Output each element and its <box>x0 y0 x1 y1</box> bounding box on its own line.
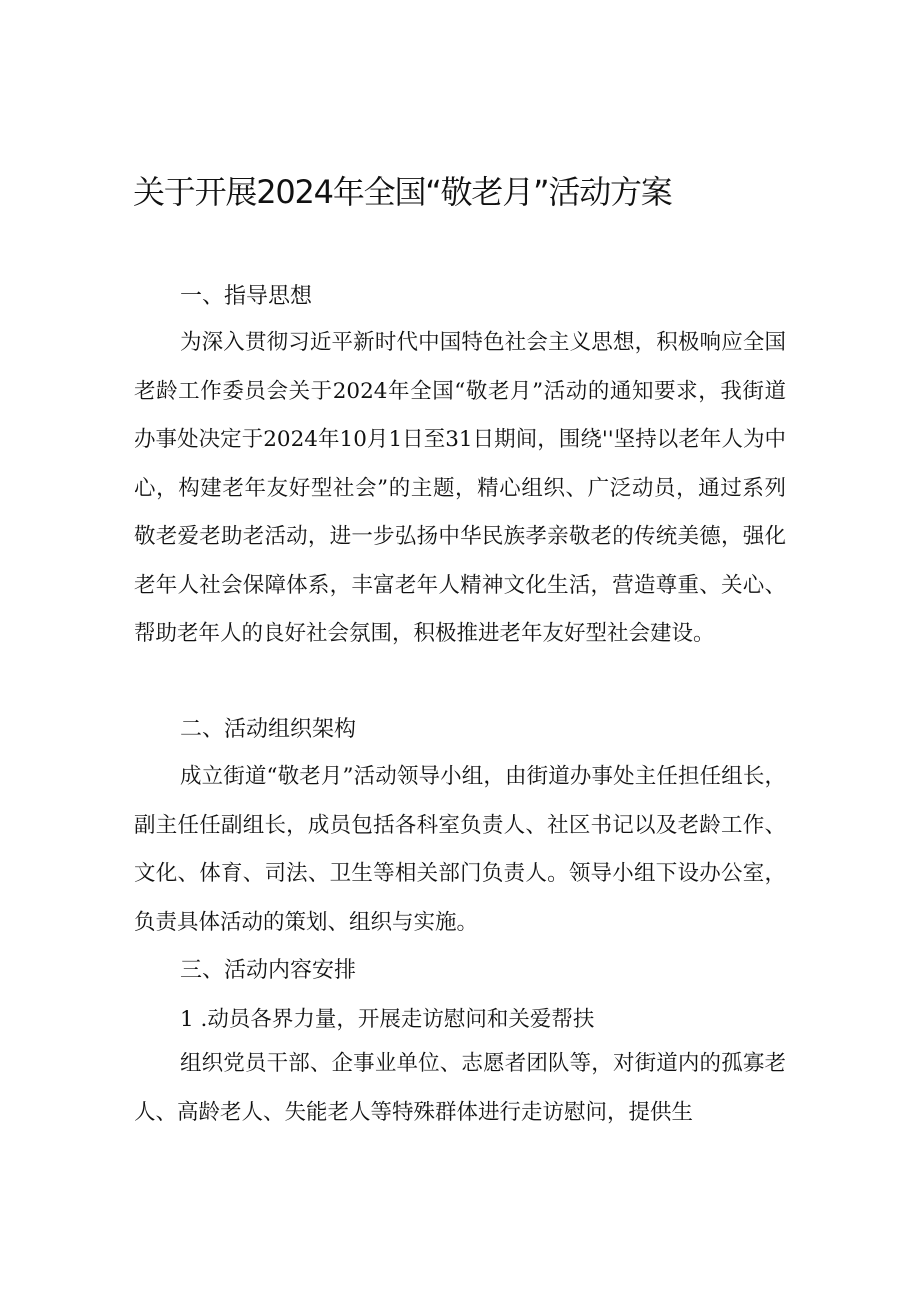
section-heading-activity-content: 三、活动内容安排 <box>180 958 357 983</box>
paragraph-visits: 组织党员干部、企事业单位、志愿者团队等，对街道内的孤寡老人、高龄老人、失能老人等特殊群体进行走访慰问，提供生 <box>134 1051 786 1125</box>
sub-item-label-visits: 1 .动员各界力量，开展走访慰问和关爱帮扶 <box>180 1007 595 1032</box>
paragraph-guiding-ideology: 为深入贯彻习近平新时代中国特色社会主义思想，积极响应全国老龄工作委员会关于2024年全国“敬老月”活动的通知要求，我街道办事处决定于2024年10月1日至31日期间，围绕''坚持以老年人为中心，构建老年友好型社会”的主题，精心组织、广泛动员，通过系列敬老爱老助老活动，进一步弘扬中华民族孝亲敬老的传统美德，强化老年人社会保障体系，丰富老年人精神文化生活，营造尊重、关心、帮助老年人的良好社会氛围，积极推进老年友好型社会建设。 <box>134 330 786 646</box>
document-title: 关于开展2024年全国“敬老月”活动方案 <box>133 173 672 211</box>
paragraph-organization: 成立街道“敬老月”活动领导小组，由街道办事处主任担任组长，副主任任副组长，成员包括各科室负责人、社区书记以及老龄工作、文化、体育、司法、卫生等相关部门负责人。领导小组下设办公室，负责具体活动的策划、组织与实施。 <box>134 764 786 935</box>
section-heading-guiding-ideology: 一、指导思想 <box>180 284 313 309</box>
section-heading-organization: 二、活动组织架构 <box>180 717 357 742</box>
